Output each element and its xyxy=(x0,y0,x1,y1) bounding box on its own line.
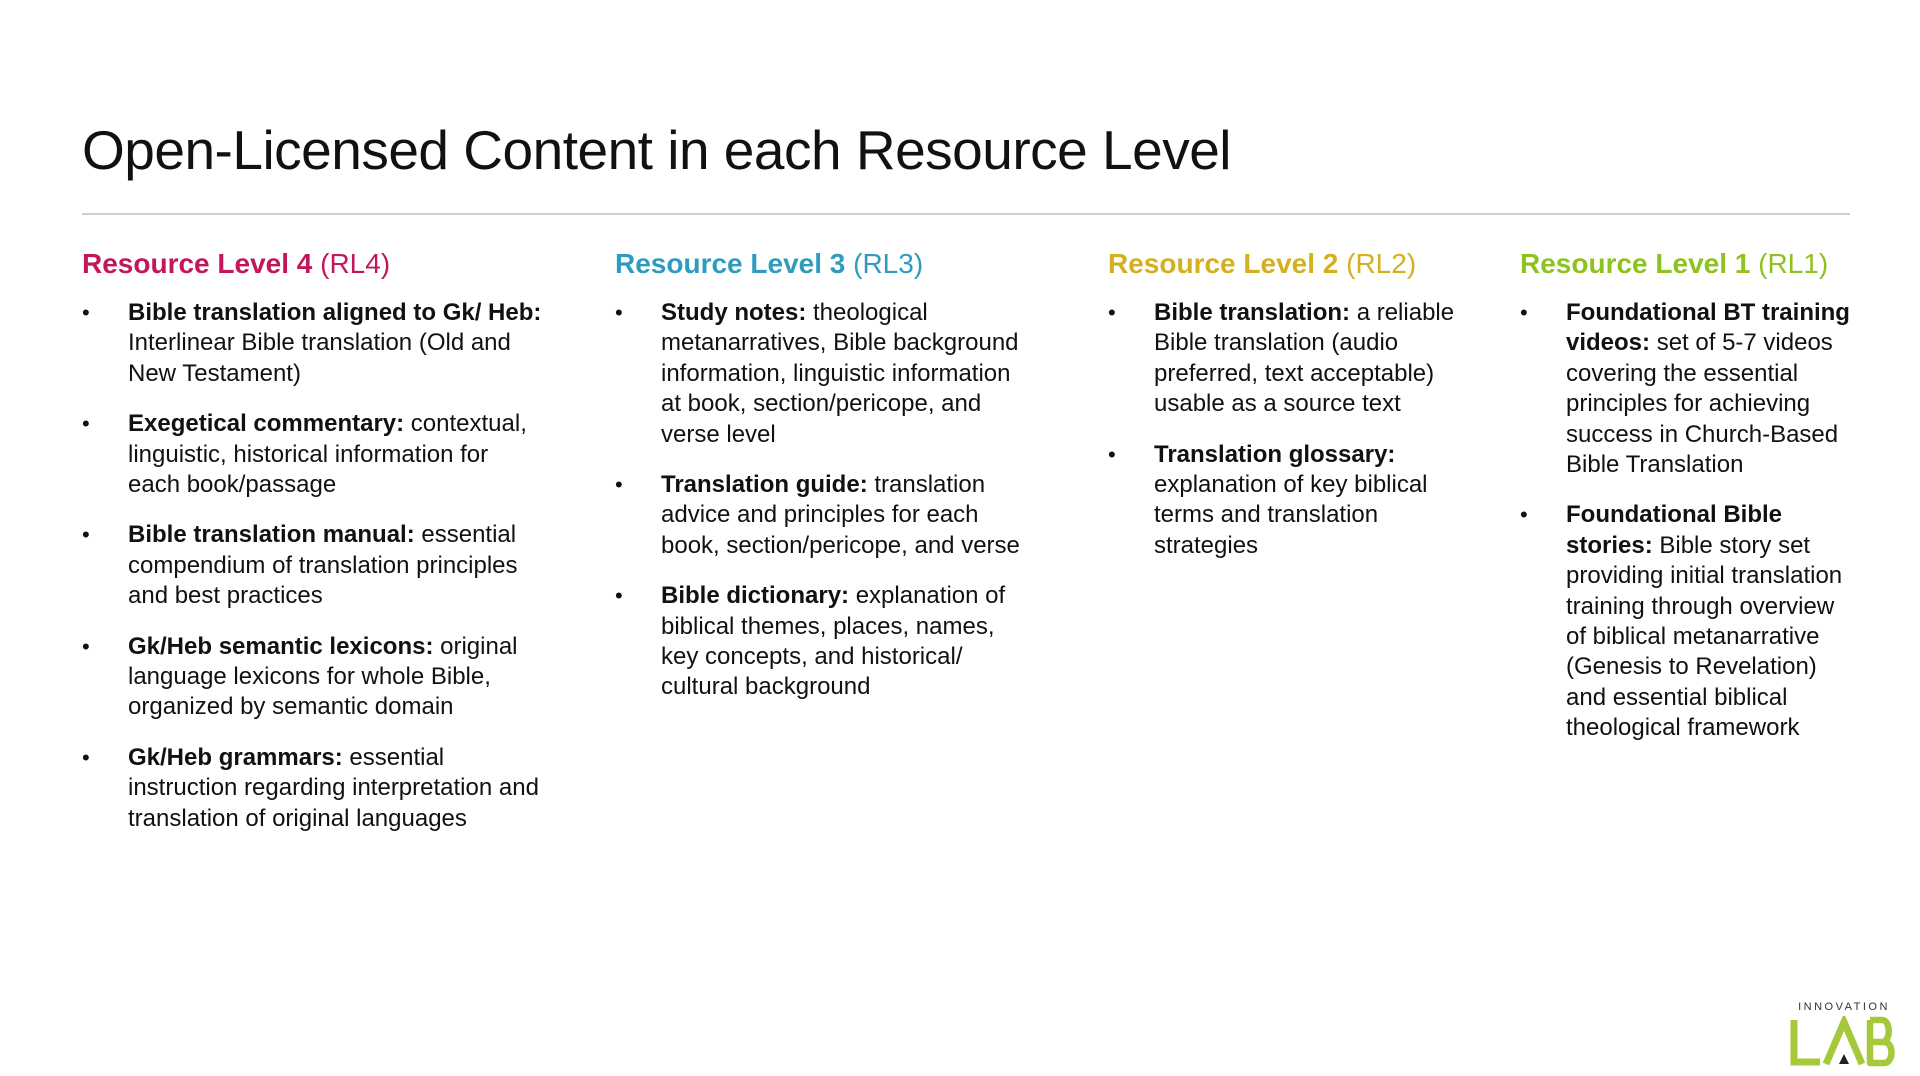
bullet-icon: • xyxy=(1108,300,1116,325)
item-description: translation advice and principles for each book, section/pericope, and verse xyxy=(661,471,1020,559)
bullet-icon: • xyxy=(82,522,90,548)
item-description: theological metanarratives, Bible background information, linguistic information at book, section/pericope, and verse level xyxy=(661,299,1019,448)
item-list xyxy=(1520,298,1850,744)
list-item xyxy=(82,743,542,834)
level-code: (RL1) xyxy=(1758,248,1829,279)
item-description: original language lexicons for whole Bible, organized by semantic domain xyxy=(128,632,518,721)
lab-wordmark-icon xyxy=(1790,1016,1898,1068)
item-term: Bible translation aligned to Gk/ Heb: xyxy=(128,299,542,326)
list-item xyxy=(1108,440,1458,562)
bullet-icon: • xyxy=(82,744,90,770)
level-code: (RL4) xyxy=(320,248,391,279)
column-heading-rl1 xyxy=(1520,246,1850,282)
list-item xyxy=(82,520,542,611)
list-item xyxy=(615,581,1035,703)
level-name: Resource Level 1 xyxy=(1520,248,1751,279)
list-item xyxy=(82,409,542,500)
item-term: Foundational Bible stories: xyxy=(1566,501,1782,559)
level-code: (RL2) xyxy=(1346,248,1417,279)
slide-title: Open-Licensed Content in each Resource Level xyxy=(82,119,1232,181)
item-term: Translation guide: xyxy=(661,471,868,499)
column-heading-rl3 xyxy=(615,246,1035,282)
list-item xyxy=(1520,298,1850,480)
item-description: essential compendium of translation principles and best practices xyxy=(128,521,518,610)
level-code: (RL3) xyxy=(853,248,924,279)
level-name: Resource Level 3 xyxy=(615,248,846,279)
item-description: explanation of biblical themes, places, names, key concepts, and historical/ cultural background xyxy=(661,582,1006,701)
column-rl4 xyxy=(82,246,542,854)
bullet-icon: • xyxy=(82,300,90,325)
item-term: Bible translation manual: xyxy=(128,521,415,549)
list-item xyxy=(1108,298,1458,420)
column-rl1 xyxy=(1520,246,1850,764)
item-description: Bible story set providing initial translation training through overview of biblical metanarrative (Genesis to Revelation) and essential biblical theological framework xyxy=(1566,531,1843,742)
item-description: contextual, linguistic, historical information for each book/passage xyxy=(128,410,527,499)
item-term: Foundational BT training videos: xyxy=(1566,299,1850,357)
bullet-icon: • xyxy=(82,633,90,659)
item-term: Bible dictionary: xyxy=(661,582,850,610)
level-name: Resource Level 4 xyxy=(82,248,313,279)
innovation-lab-logo xyxy=(1790,1000,1898,1068)
item-list xyxy=(82,298,542,834)
bullet-icon: • xyxy=(1520,502,1528,528)
list-item xyxy=(615,298,1035,450)
bullet-icon: • xyxy=(615,583,623,609)
list-item xyxy=(82,632,542,723)
column-rl2 xyxy=(1108,246,1458,581)
item-term: Gk/Heb semantic lexicons: xyxy=(128,632,434,660)
level-name: Resource Level 2 xyxy=(1108,248,1339,279)
item-description: a reliable Bible translation (audio preferred, text acceptable) usable as a source text xyxy=(1154,299,1455,418)
column-heading-rl2 xyxy=(1108,246,1458,282)
bullet-icon: • xyxy=(615,472,623,498)
item-description: explanation of key biblical terms and translation strategies xyxy=(1154,471,1428,559)
bullet-icon: • xyxy=(615,300,623,325)
item-term: Study notes: xyxy=(661,299,807,326)
item-list xyxy=(1108,298,1458,561)
list-item xyxy=(1520,500,1850,743)
item-term: Exegetical commentary: xyxy=(128,410,405,438)
bullet-icon: • xyxy=(82,411,90,437)
title-divider xyxy=(82,213,1850,215)
logo-small-text: INNOVATION xyxy=(1798,1001,1890,1013)
item-list xyxy=(615,298,1035,703)
item-description: essential instruction regarding interpretation and translation of original languages xyxy=(128,743,539,832)
bullet-icon: • xyxy=(1108,441,1116,467)
column-heading-rl4 xyxy=(82,246,542,282)
item-description: set of 5-7 videos covering the essential principles for achieving success in Church-Based Bible Translation xyxy=(1566,329,1839,479)
item-term: Bible translation: xyxy=(1154,299,1351,326)
item-term: Translation glossary: xyxy=(1154,440,1396,468)
bullet-icon: • xyxy=(1520,300,1528,325)
list-item xyxy=(82,298,542,389)
column-rl3 xyxy=(615,246,1035,723)
list-item xyxy=(615,470,1035,561)
item-description: Interlinear Bible translation (Old and New Testament) xyxy=(128,329,511,387)
item-term: Gk/Heb grammars: xyxy=(128,743,343,771)
